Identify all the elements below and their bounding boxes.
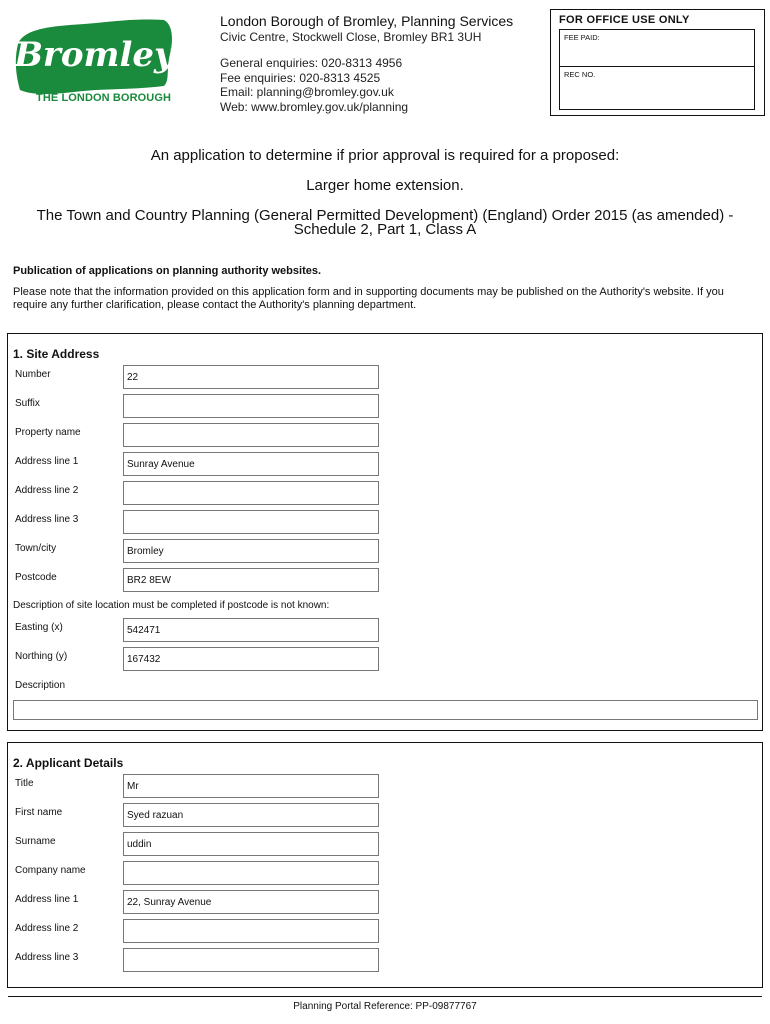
- contact-block: [220, 14, 513, 114]
- applicant-field-label: Address line 3: [15, 952, 79, 963]
- applicant-section: [7, 742, 763, 988]
- contact-general: General enquiries: 020-8313 4956: [220, 56, 403, 70]
- contact-title: London Borough of Bromley, Planning Services: [220, 13, 514, 29]
- site-field-label: Address line 3: [15, 514, 79, 525]
- applicant-company-input[interactable]: [123, 861, 379, 885]
- office-title: FOR OFFICE USE ONLY: [559, 14, 690, 26]
- northing-input[interactable]: 167432: [123, 647, 379, 671]
- site-property-name-input[interactable]: [123, 423, 379, 447]
- site-field-label: Address line 1: [15, 456, 79, 467]
- heading-line4: Schedule 2, Part 1, Class A: [293, 221, 477, 238]
- fee-paid-label: FEE PAID:: [564, 33, 600, 42]
- site-town-input[interactable]: Bromley: [123, 539, 379, 563]
- applicant-surname-input[interactable]: uddin: [123, 832, 379, 856]
- applicant-address-line1-input[interactable]: 22, Sunray Avenue: [123, 890, 379, 914]
- site-field-label: Property name: [15, 427, 81, 438]
- rec-no-label: REC NO.: [564, 70, 596, 79]
- applicant-field-label: First name: [15, 807, 63, 818]
- heading-line3: The Town and Country Planning (General Permitted Development) (England) Order 2015 (as amended) -: [36, 207, 734, 224]
- applicant-field-label: Address line 2: [15, 923, 79, 934]
- office-use-box: [550, 9, 765, 116]
- applicant-field-label: Address line 1: [15, 894, 79, 905]
- publication-heading: Publication of applications on planning authority websites.: [13, 265, 322, 277]
- contact-fee: Fee enquiries: 020-8313 4525: [220, 70, 381, 85]
- logo-wordmark: Bromley: [14, 35, 174, 75]
- site-postcode-input[interactable]: BR2 8EW: [123, 568, 379, 592]
- applicant-title-input[interactable]: Mr: [123, 774, 379, 798]
- applicant-address-line2-input[interactable]: [123, 919, 379, 943]
- site-field-label: Address line 2: [15, 485, 79, 496]
- description-label: Description: [15, 680, 66, 691]
- applicant-field-label: Title: [15, 778, 34, 789]
- applicant-field-label: Company name: [15, 865, 86, 876]
- rec-no-field: [559, 66, 755, 110]
- site-address-section: [7, 333, 763, 731]
- applicant-heading: 2. Applicant Details: [13, 756, 124, 770]
- easting-input[interactable]: 542471: [123, 618, 379, 642]
- contact-email[interactable]: Email: planning@bromley.gov.uk: [220, 85, 394, 99]
- site-field-label: Town/city: [15, 543, 57, 554]
- site-field-label: Postcode: [15, 572, 57, 583]
- description-input[interactable]: [13, 700, 758, 720]
- applicant-address-line3-input[interactable]: [123, 948, 379, 972]
- contact-web[interactable]: Web: www.bromley.gov.uk/planning: [220, 99, 409, 114]
- site-number-input[interactable]: 22: [123, 365, 379, 389]
- portal-reference: Planning Portal Reference: PP-09877767: [293, 1001, 477, 1012]
- site-address-line1-input[interactable]: Sunray Avenue: [123, 452, 379, 476]
- applicant-field-label: Surname: [15, 836, 56, 847]
- applicant-first-name-input[interactable]: Syed razuan: [123, 803, 379, 827]
- location-note: Description of site location must be completed if postcode is not known:: [13, 600, 330, 611]
- site-address-line2-input[interactable]: [123, 481, 379, 505]
- footer-divider: [8, 996, 762, 997]
- fee-paid-field: [559, 29, 755, 67]
- heading-line2: Larger home extension.: [306, 177, 464, 194]
- northing-label: Northing (y): [15, 651, 68, 662]
- site-field-label: Number: [15, 369, 51, 380]
- easting-label: Easting (x): [15, 622, 63, 633]
- site-suffix-input[interactable]: [123, 394, 379, 418]
- site-field-label: Suffix: [15, 398, 40, 409]
- logo-tagline: THE LONDON BOROUGH: [36, 92, 172, 104]
- heading-line1: An application to determine if prior approval is required for a proposed:: [150, 147, 620, 164]
- publication-note: Please note that the information provided on this application form and in supporting documents may be published on the Authority's website. If you require any further clarification, please contact the Authority's planning department.: [13, 286, 724, 311]
- site-address-line3-input[interactable]: [123, 510, 379, 534]
- site-address-heading: 1. Site Address: [13, 347, 100, 361]
- contact-address: Civic Centre, Stockwell Close, Bromley BR1 3UH: [220, 29, 482, 44]
